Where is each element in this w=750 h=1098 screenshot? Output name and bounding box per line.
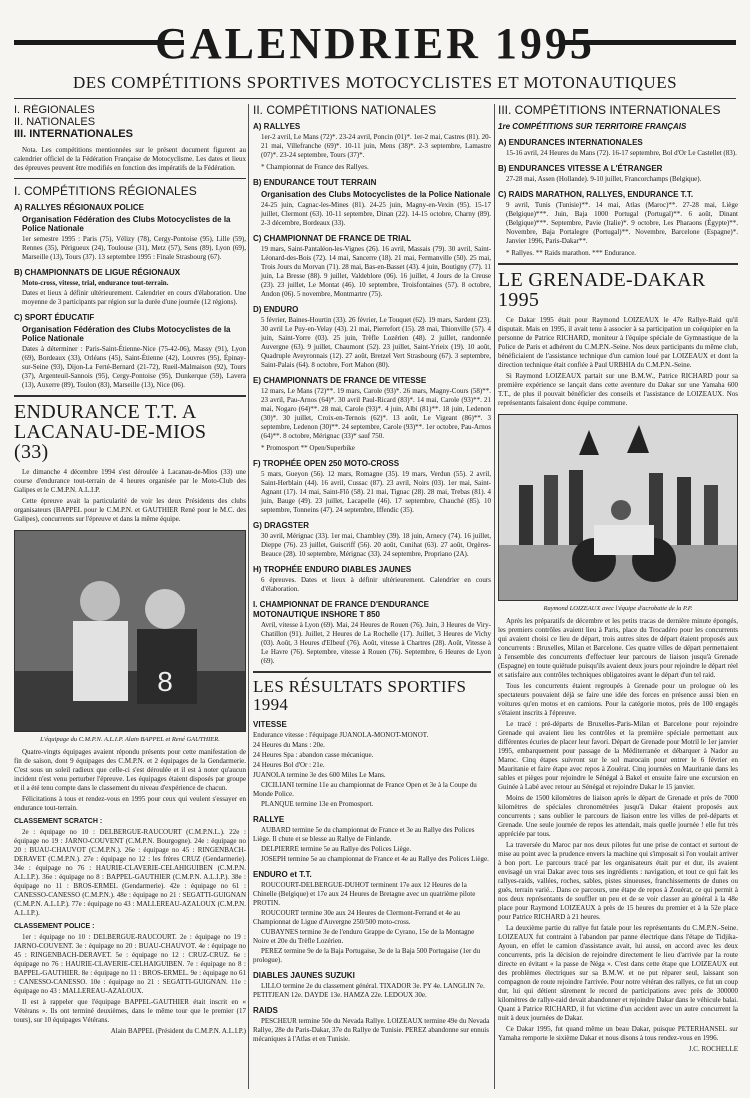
paragraph: Après les préparatifs de décembre et les petits tracas de dernière minute épongés, les premiers contrôles avaient lieu à Paris, place du Trocadéro pour les concurrents qui avaient choisi ce lieu de départ, trois autres sites de départ étaient proposés aux concurrents : Bruxelles, Milan et Barcelone. Ces quatre villes de départ permettaient à l'ensemble des concurrents d'effectuer leur parcours de liaison jusqu'à Grenade (Espagne) en toute quiétude puisqu'ils avaient deux jours pour rejoindre le départ réel et satisfaire aux contrôles techniques obligatoires avant le départ d'un tel raid.: [498, 617, 738, 679]
result-line: LILLO termine 2e du classement général. TIXADOR 3e. PY 4e. LANGLIN 7e. PETITJEAN 12e. DAYDE 13e. HAMZA 22e. LEDOUX 30e.: [253, 982, 485, 999]
subsection-title: C) SPORT ÉDUCATIF: [14, 313, 95, 322]
paragraph: 30 avril, Mérignac (33). 1er mai, Chambley (39). 18 juin, Arnecy (74). 16 juillet, Dieppe (76). 23 juillet, Guiscriff (56). 20 août, Cunihat (63). 27 août, Orgères-Beauce (28). 10 septembre, Mérignac (33). 24 septembre, Propriano (2A).: [261, 532, 491, 558]
subsection-title: D) ENDURO: [253, 305, 299, 314]
subsection-title: A) RALLYES: [253, 122, 301, 131]
rally-photo-image: [499, 415, 738, 600]
results-title: LES RÉSULTATS SPORTIFS 1994: [253, 677, 467, 714]
result-line: 24 Heures Bol d'Or : 21e.: [253, 761, 325, 769]
paragraph: Avril, vitesse à Lyon (69). Mai, 24 Heures de Rouen (76). Juin, 3 Heures de Viry-Chatillon (91). Juillet, 2 Heures de La Rochelle (17). Juillet, 3 Heures de Vichy (03). Août, 3 Heures d'Elbeuf (76). Août, vitesse à Chartres (28). Août, Vitesse à Le Havre (76). Septembre, vitesse à Rouen (76). Septembre, 6 Heures de Lyon (69).: [261, 621, 491, 665]
subsection-title: I. CHAMPIONNAT DE FRANCE D'ENDURANCE MOTONAUTIQUE INSHORE T 850: [253, 600, 429, 619]
organizer: Organisation des Clubs Motocyclistes de la Police Nationale: [261, 190, 491, 199]
results-category: RAIDS: [253, 1006, 278, 1015]
page-title: CALENDRIER 1995: [155, 19, 595, 68]
subsection-title: 1re COMPÉTITIONS SUR TERRITOIRE FRANÇAIS: [498, 122, 687, 131]
organizer: Organisation Fédération des Clubs Motocyclistes de la Police Nationale: [22, 325, 231, 343]
result-line: 24 Heures du Mans : 20e.: [253, 741, 325, 749]
paragraph: 5 février, Baines-Hourtin (33). 26 février, Le Touquet (62). 19 mars, Sardent (23). 30 avril Le Puy-en-Velay (43). 21 mai, Pierrefort (15). 28 mai, Thionville (57). 4 juin, Saint-Yorre (03). 25 juin, Trèfle Lozérien (48). 2 juillet, randonnée Auvergne (63). 9 juillet, Chaumont (52). 23 juillet, Saint-Yrieix (19). 10 août, Quadruple Aveyronnais (12). 27 août, Bretzel Vert Strasbourg (67). 3 septembre, Saint-Palais (64). 8 octobre, Fort Mahon (80).: [261, 316, 491, 369]
team-photo-image: [15, 531, 246, 731]
subsection-title: H) TROPHÉE ENDURO DIABLES JAUNES: [253, 565, 412, 574]
paragraph: La traversée du Maroc par nos deux pilotes fut une prise de contact et surtout de mise au point avec la prudence envers la machine qui s'imposait si l'on voulait arriver à bon port. Le parcours tracé par les organisateurs était pur et dur, ils avaient envisagé un vrai Dakar avec tous ses ingrédients : navigation, et tout ce qui fait les rallyes-raids, vallées, roches, sables, pistes sinueuses, franchissements de dunes ou gués, terrain varié... Dans ce parcours, une étape de repos à Zouérat, ce qui permit à nos deux représentants de souffler un peu et de se voir classer au général à la 48e place pour Raymond LOIZEAUX à près de 15 heures du premier et à la 52e place pour Patrice RICHARD à 21 heures.: [498, 841, 738, 921]
paragraph: Ce Dakar 1995, fut quand même un beau Dakar, puisque PETERHANSEL sur Yamaha remporte le sixième Dakar et nous disons à tous rendez-vous en 1996.: [498, 1025, 738, 1042]
divider: [14, 98, 736, 99]
left-column: [14, 104, 246, 1094]
paragraph: Cette épreuve avait la particularité de voir les deux Présidents des clubs organisateurs (BAPPEL pour le C.M.P.N. et GAUTHIER René pour le M.C. des Galipes), concurrents sur l'épreuve et dans la même équipe.: [14, 497, 246, 523]
paragraph: 5 mars, Gueyon (56). 12 mars, Romagne (35). 19 mars, Verdun (55). 2 avril, Saint-Herblain (44). 16 avril, Cussac (87). 23 avril, Noirs (03). 1er mai, Saint-Agnant (17). 14 mai, Saint-Flô (58). 21 mai, Tignac (28). 28 mai, Trebas (81). 4 juin, Bauge (49). 23 juillet, Lacapelle (46). 17 septembre, Chauché (85). 10 septembre, Tonneins (47). 24 septembre, Iffendic (35).: [261, 470, 491, 514]
paragraph: 19 mars, Saint-Pantaléon-les-Vignes (26). 16 avril, Massais (79). 30 avril, Saint-Léonard-des-Bois (72). 14 mai, Sancerre (18). 21 mai, Fermanville (50). 25 mai, Trois Jours du Morvan (71). 28 mai, Bas-en-Basset (43). 4 juin, Boutigny (77). 11 juin, La Bresse (88). 9 juillet, Valdeblore (06). 16 juillet, 4 Jours de la Creuse (23). 23 juillet, Le Montat (46). 10 septembre, Troisfontaines (57). 8 octobre, Andon (06). 5 novembre, Montmartre (75).: [261, 245, 491, 298]
result-line: Endurance vitesse : l'équipage JUANOLA-MONOT-MONOT.: [253, 731, 429, 739]
paragraph: 1er semestre 1995 : Paris (75), Vélizy (78), Cergy-Pontoise (95), Lille (59), Rennes (35), Périgueux (24), Toulouse (31), Metz (57), Sens (89), Lyon (69), Marseille (13), Tours (37). 13 septembre 1995 : Finale Strasbourg (67).: [22, 235, 246, 261]
result-line: CICILIANI termine 11e au championnat de France Open et 3e à la Coupe du Monde Police.: [253, 781, 477, 798]
paragraph: Il est à rappeler que l'équipage BAPPEL-GAUTHIER était inscrit en « Vétérans ». Ils ont terminé deuxièmes, dans le même tour que le premier (17 tours), sur 10 équipages Vétérans.: [14, 998, 246, 1024]
subsection-title: B) CHAMPIONNATS DE LIGUE RÉGIONAUX: [14, 268, 181, 277]
paragraph: 6 épreuves. Dates et lieux à définir ultérieurement. Calendrier en cours d'élaboration.: [261, 576, 491, 593]
result-line: JUANOLA termine 3e des 600 Miles Le Mans.: [253, 771, 386, 779]
paragraph: Dates à déterminer : Paris-Saint-Étienne-Nice (75-42-06), Massy (91), Lyon (69), Bordeaux (33), Orléans (45), Saint-Étienne (42), Louvres (95), Épinay-sur-Seine (93), Dijon-La Ferté-Bernard (21-72), Rueil-Malmaison (92), Tours (37), Argenteuil-Sannois (95), Cergy-Pontoise (95), Dunkerque (59), Lavera (13), Auxerre (89), Toulon (83), Marseille (13), Nice (06).: [22, 345, 246, 389]
paragraph: Tous les concurrents étaient regroupés à Grenade pour un prologue où les spectateurs pouvaient déjà se faire une idée des forces en présence aussi bien en voitures qu'en motos et en camions. Pour la catégorie motos, près de 100 engagés s'étaient inscrits à l'épreuve.: [498, 682, 738, 717]
paragraph: 9 avril, Tunis (Tunisie)**. 14 mai, Atlas (Maroc)**. 27-28 mai, Liège (Belgique)***. Juin, Baja 1000 Portugal (Portugal)**. 6 août, Dinant (Belgique)***. Septembre, Pavie (Italie)*. 9 octobre, Les Pharaons (Égypte)**. Novembre, Baja Portalegre (Portugal)**. Novembre, Barcelone (Espagne)*. Janvier 1996, Paris-Dakar**.: [506, 201, 738, 245]
svg-text:8: 8: [157, 666, 173, 697]
results-category: DIABLES JAUNES SUZUKI: [253, 971, 355, 980]
subsection-title: C) RAIDS MARATHON, RALLYES, ENDURANCE T.T.: [498, 190, 694, 199]
article-title: LE GRENADE-DAKAR 1995: [498, 269, 706, 311]
masthead: [0, 0, 750, 100]
results-category: RALLYE: [253, 815, 285, 824]
footnote: * Championnat de France des Rallyes.: [261, 163, 369, 171]
signature: Alain BAPPEL (Président du C.M.P.N. A.L.I.P.): [110, 1027, 246, 1035]
paragraph: Le dimanche 4 décembre 1994 s'est déroulée à Lacanau-de-Mios (33) une course d'endurance tout-terrain de 4 heures organisée par le Moto-Club des Galipes et le C.M.P.N. A.L.I.P.: [14, 468, 246, 494]
right-column: [498, 104, 738, 1094]
paragraph: 12 mars, Le Mans (72)**. 19 mars, Carole (93)*. 26 mars, Magny-Cours (58)**. 23 avril, Pau-Arnos (64)*. 30 avril Paul-Ricard (83)*. 14 mai, Carole (93)**. 21 mai, Nogaro (64)**. 28 mai, Carole (93)*. 4 juin, Albi (81)**. 18 juin, Ledenon (30)*. 30 juillet, Croix-en-Ternois (62)*. 13 août, Le Vigeant (86)**. 3 septembre, Ledenon (30)**. 24 septembre, Carole (93)**. 1er octobre, Pau-Arnos (64)**. 8 octobre, Mérignac (33)* sauf 750.: [261, 387, 491, 440]
toc-item: II. NATIONALES: [14, 116, 96, 128]
result-line: PEREZ termine 9e de la Baja Portugaise, 3e de la Baja 500 Portugaise (1er du prologue).: [253, 947, 481, 964]
divider: [253, 671, 491, 673]
results-category: ENDURO et T.T.: [253, 870, 312, 879]
page-subtitle: DES COMPÉTITIONS SPORTIVES MOTOCYCLISTES ET MOTONAUTIQUES: [72, 73, 678, 92]
paragraph: 1er : équipage no 10 : DELBERGUE-RAUCOURT. 2e : équipage no 19 : JARNO-COUVENT. 3e : équipage no 20 : BUAU-CHAUVOT. 4e : équipage no 45 : RINGENBACH-DERAVET. 5e : équipage no 12 : CRUZ-CRUZ. 6e : équipage no 76 : HAURIE-CLAVERIE-CELHAIGUIBEN. 7e : équipage no 8 : BAPPEL-GAUTHIER. 8e : équipage no 11 : BROS-ERMEL. 9e : équipage no 61 : CANESSO-CANESSO. 10e : équipage no 21 : SEGATTI-GUIGNAN. 11e : équipage no 43 : MALLEREAU-AZALOUX.: [14, 933, 246, 995]
result-line: ROUCOURT termine 30e aux 24 Heures de Clermont-Ferrand et 4e au Championnat de Ligue d'Auvergne 250/500 moto-cross.: [253, 909, 461, 926]
result-line: AUBARD termine 5e du championnat de France et 3e au Rallye des Polices Liège. Il chute et se blesse au Rallye de Finlande.: [253, 826, 475, 843]
result-line: PLANQUE termine 13e en Promosport.: [261, 800, 374, 808]
subsection-title: B) ENDURANCES VITESSE A L'ÉTRANGER: [498, 164, 663, 173]
middle-column: [253, 104, 491, 1094]
subsection-title: G) DRAGSTER: [253, 521, 309, 530]
result-line: ROUCOURT-DELBERGUE-DUHOT terminent 17e aux 12 Heures de la Chinelle (Belgique) et 17e aux 24 Heures de Bretagne avec un quatrième pilote PROTIN.: [253, 881, 476, 907]
paragraph: Quatre-vingts équipages avaient répondu présents pour cette manifestation de fin de saison, dont 9 équipages des C.M.P.N. et 2 équipages de la Gendarmerie. C'est sous un soleil radieux que celle-ci s'est déroulée et il est à noter qu'aucun incident n'est venu perturber l'épreuve. Les équipages étaient disposés par groupe et il a été tenu compte dans le classement du niveau d'expérience de chacun.: [14, 748, 246, 792]
nota-text: Nota. Les compétitions mentionnées sur le présent document figurent au calendrier officiel de la Fédération Française de Motocyclisme. Les dates et lieux des épreuves peuvent être modifiés en fonction des impératifs de la Fédération.: [14, 146, 246, 172]
section-title: I. COMPÉTITIONS RÉGIONALES: [14, 184, 197, 198]
article-title: ENDURANCE T.T. A LACANAU-DE-MIOS (33): [14, 401, 207, 463]
paragraph: Le tracé : pré-départs de Bruxelles-Paris-Milan et Barcelone pour rejoindre Grenade qui avaient lieu les contrôles et la première spéciale permettant aux différentes écuries de placer leur favori. Départ de Grenade pour Motril le 1er janvier 1995, embarquement pour passage de la Méditerranée et débarquer à Nador au Maroc. Cinq étapes suivront sur le sol marocain pour entrer le 6 février en Mauritanie et faire étape avec repos à Zouérat. Cinq journées en Mauritanie dans les sables et pièges pour rejoindre le Sénégal à Bakel et ensuite faire une excursion en Guinée à Labé avec retour au Sénégal et rejoindre Dakar le 15 janvier.: [498, 720, 738, 791]
subsection-title: A) ENDURANCES INTERNATIONALES: [498, 138, 643, 147]
paragraph: 15-16 avril, 24 Heures du Mans (72). 16-17 septembre, Bol d'Or Le Castellet (83).: [506, 149, 737, 157]
section-title: II. COMPÉTITIONS NATIONALES: [253, 104, 437, 117]
footnote: * Rallyes. ** Raids marathon. *** Endurance.: [506, 249, 637, 257]
column-divider: [494, 104, 495, 1089]
paragraph: Félicitations à tous et rendez-vous en 1995 pour ceux qui veulent s'essayer en endurance tout-terrain.: [14, 795, 246, 812]
photo-caption: L'équipage du C.M.P.N. A.L.I.P. Alain BAPPEL et René GAUTHIER.: [40, 736, 220, 743]
subsection-title: C) CHAMPIONNAT DE FRANCE DE TRIAL: [253, 234, 412, 243]
result-line: CUBAYNES termine 3e de l'enduro Grappe de Cyrano, 15e de la Montagne Noire et 20e du Trèfle Lozérien.: [253, 928, 475, 945]
divider: [14, 178, 246, 179]
result-line: 24 Heures Spa : abandon casse mécanique.: [253, 751, 374, 759]
footnote: * Promosport ** Open/Superbike: [261, 444, 355, 452]
paragraph: 24-25 juin, Cagnac-les-Mines (81). 24-25 juin, Magny-en-Vexin (95). 15-17 juillet, Clermont (63). 10-11 septembre, Dinan (22). 14-15 octobre, Charny (89). 2-3 décembre, Bordeaux (33).: [261, 201, 491, 227]
result-line: JOSEPH termine 5e au championnat de France et 4e au Rallye des Polices Liège.: [261, 855, 489, 863]
paragraph: Moto-cross, vitesse, trial, endurance tout-terrain.: [22, 279, 169, 287]
subsection-title: E) CHAMPIONNATS DE FRANCE DE VITESSE: [253, 376, 427, 385]
result-line: DELPIERRE termine 5e au Rallye des Polices Liège.: [261, 845, 412, 853]
paragraph: La deuxième partie du rallye fut fatale pour les représentants du C.M.P.N.-Seine. LOIZEAUX fut contraint à l'abandon par panne électrique dans l'étape de Tidjika-Ayoun, en effet le camion d'assistance avait, lui aussi, en accord avec les deux concurrents, pris la décision de rejoindre directement le lieu d'arrivée par la route directe en évitant « la passe de Néga ». C'est dans cette étape que LOIZEAUX eut des problèmes électriques sur sa B.M.W. et ne put réparer seul, laissant son compagnon de route rejoindre l'arrivée. Pour notre vétéran des rallyes, ce fut un coup dur, lui qui détient sûrement le record de participations avec près de 300000 kilomètres de rallye-raid devait abandonner et rejoindre Dakar dans le véhicule balai. Quant à Patrice RICHARD, il fut victime d'un accident avec un autre concurrent la nuit à deux journées de Dakar.: [498, 924, 738, 1022]
photo-caption: Raymond LOIZEAUX avec l'équipe d'acrobatie de la P.P.: [543, 605, 693, 612]
paragraph: 1er-2 avril, Le Mans (72)*. 23-24 avril, Poncin (01)*. 1er-2 mai, Castres (81). 20-21 mai, Villefranche (69)*. 10-11 juin, Mens (38)*. 2-3 septembre, Lamastre (07)*. 23-24 septembre, Tours (37)*.: [261, 133, 491, 159]
result-line: PESCHEUR termine 50e du Nevada Rallye. LOIZEAUX termine 49e du Nevada Rallye, 28e du Paris-Dakar, 37e du Rallye de Tunisie. PEREZ abandonne sur ennuis mécaniques à l'Atlas et en Tunisie.: [253, 1017, 490, 1043]
paragraph: Si Raymond LOIZEAUX partait sur une B.M.W., Patrice RICHARD pour sa première expérience se lançait dans cette aventure du Dakar sur une Yamaha 600 T.T., de plus il pouvait bénéficier des conseils et l'assistance de LOIZEAUX. Nos représentants faisaient donc équipe commune.: [498, 372, 738, 407]
subsection-title: B) ENDURANCE TOUT TERRAIN: [253, 178, 377, 187]
paragraph: Ce Dakar 1995 était pour Raymond LOIZEAUX le 47e Rallye-Raid qu'il disputait. Mais en 1995, il avait tenu à associer à sa participation un coéquipier en la personne de Patrice RICHARD, moniteur à l'équipe spéciale de Gymnastique de la Police de Paris et adhérent du C.M.P.N.-Seine. Nos deux participants du même club, bénéficiaient de l'assistance technique d'un camion loué par LOIZEAUX et dont la direction technique était confiée à Paul URBHIA du C.M.P.N.-Seine.: [498, 316, 738, 369]
paragraph: 27-28 mai, Assen (Hollande). 9-10 juillet, Francorchamps (Belgique).: [506, 175, 702, 183]
subsection-title: A) RALLYES RÉGIONAUX POLICE: [14, 203, 144, 212]
organizer: Organisation Fédération des Clubs Motocyclistes de la Police Nationale: [22, 215, 231, 233]
subsection-title: F) TROPHÉE OPEN 250 MOTO-CROSS: [253, 459, 400, 468]
rally-photo: [498, 414, 738, 601]
divider: [14, 395, 246, 397]
divider: [498, 263, 738, 265]
signature: J.C. ROCHELLE: [688, 1045, 738, 1053]
paragraph: Dates et lieux à définir ultérieurement. Calendrier en cours d'élaboration. Une moyenne de 3 participants par région sur la durée d'une journée (12 régions).: [22, 289, 246, 306]
column-divider: [248, 104, 249, 1089]
ranking-title: CLASSEMENT POLICE :: [14, 923, 95, 930]
paragraph: 2e : équipage no 10 : DELBERGUE-RAUCOURT (C.M.P.N.L.). 22e : équipage no 19 : JARNO-COUVENT (C.M.P.N. Bourgogne). 24e : équipage no 20 : BUAU-CHAUVOT (C.M.P.N.). 26e : équipage no 45 : RINGENBACH-DERAVET (C.M.P.N.). 27e : équipage no 12 : les frères CRUZ (Gendarmerie). 34e : équipage no 76 : HAURIE-CLAVERIE-CELAHIGUIBEN (C.M.P.N. A.L.I.P.). 36e : équipage no 8 : BAPPEL-GAUTHIER (C.M.P.N. A.L.I.P.). 38e : équipage no 11 : BROS-ERMEL (Gendarmerie). 42e : équipage no 61 : CANESSO-CANESSO (C.M.P.N.). 48e : équipage no 21 : SEGATTI-GUIGNAN (C.M.P.N. A.L.I.P.). 77e : équipage no 43 : MALLEREAU-AZALOUX (C.M.P.N. A.L.I.P.).: [14, 828, 246, 917]
toc-item: I. RÉGIONALES: [14, 104, 95, 116]
section-title: III. COMPÉTITIONS INTERNATIONALES: [498, 104, 721, 117]
ranking-title: CLASSEMENT SCRATCH :: [14, 818, 103, 825]
team-photo: [14, 530, 246, 732]
results-category: VITESSE: [253, 720, 287, 729]
toc-item: III. INTERNATIONALES: [14, 128, 133, 140]
paragraph: Moins de 1500 kilomètres de liaison après le départ de Grenade et près de 7000 kilomètres de spéciales chronométrées jusqu'à Dakar étaient proposés aux concurrents ; sans oublier le parcours de liaison entre les villes de pré-départs et Grenade. Une seule journée de repos les attendait, mais quelle journée ! elle fut très appréciée par tous.: [498, 794, 738, 838]
